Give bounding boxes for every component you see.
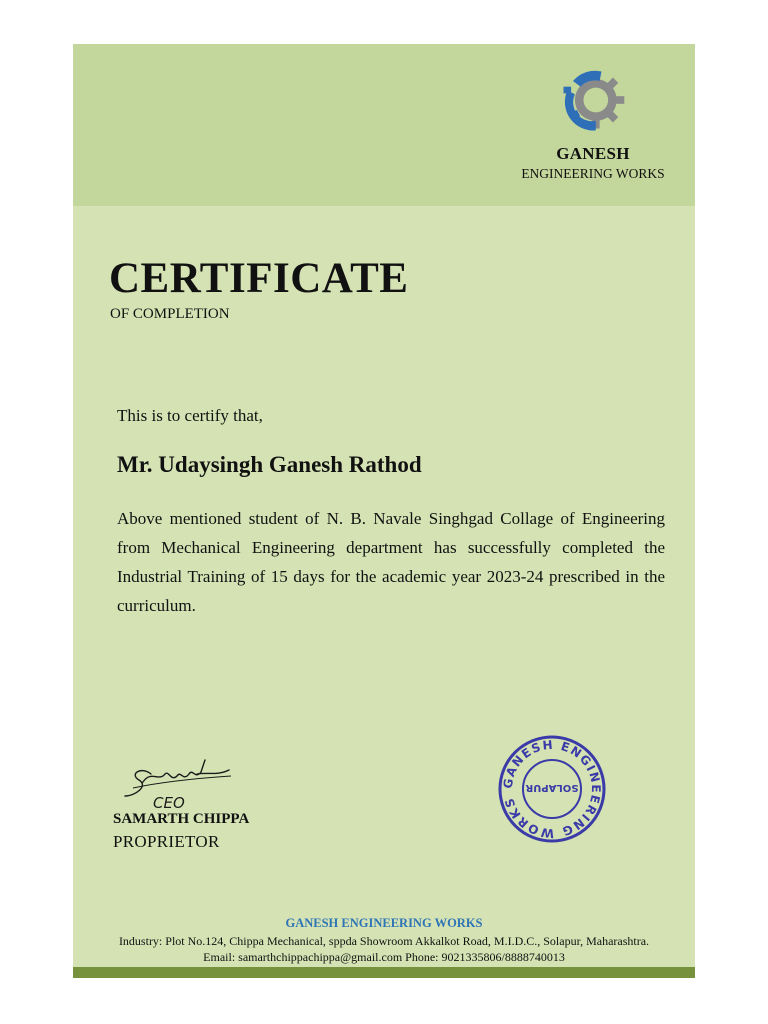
gear-logo-icon xyxy=(554,62,630,138)
certificate-body: Above mentioned student of N. B. Navale Singhgad Collage of Engineering from Mechanical Engineering department has successfully completed the Industrial Training of 15 days for the academic year 2023-24 prescribed in the curriculum. xyxy=(117,509,665,615)
recipient-name: Mr. Udaysingh Ganesh Rathod xyxy=(117,452,422,477)
certificate-subtitle: OF COMPLETION xyxy=(110,306,230,322)
certificate-sheet xyxy=(73,44,695,978)
certificate-title: CERTIFICATE xyxy=(109,255,409,302)
header-band xyxy=(73,44,695,206)
signature-image xyxy=(121,752,251,812)
stamp-center-text: SOLAPUR xyxy=(525,782,579,793)
signature-scribble-text: CEO xyxy=(153,794,185,812)
footer-address: Industry: Plot No.124, Chippa Mechanical, sppda Showroom Akkalkot Road, M.I.D.C., Solapur, Maharashtra. xyxy=(118,934,650,948)
footer-contact: Email: samarthchippachippa@gmail.com Phone: 9021335806/8888740013 xyxy=(203,950,565,964)
footer-company: GANESH ENGINEERING WORKS xyxy=(285,916,483,930)
footer-bar xyxy=(73,967,695,978)
company-stamp-seal xyxy=(497,734,607,844)
signatory-name: SAMARTH CHIPPA xyxy=(113,811,250,827)
company-name: GANESH xyxy=(556,144,630,163)
signatory-title: PROPRIETOR xyxy=(113,832,220,851)
certify-intro: This is to certify that, xyxy=(117,406,263,425)
company-subtitle: ENGINEERING WORKS xyxy=(521,166,665,181)
stamp-ring-text: GANESH ENGINEERING WORKS xyxy=(500,737,604,841)
